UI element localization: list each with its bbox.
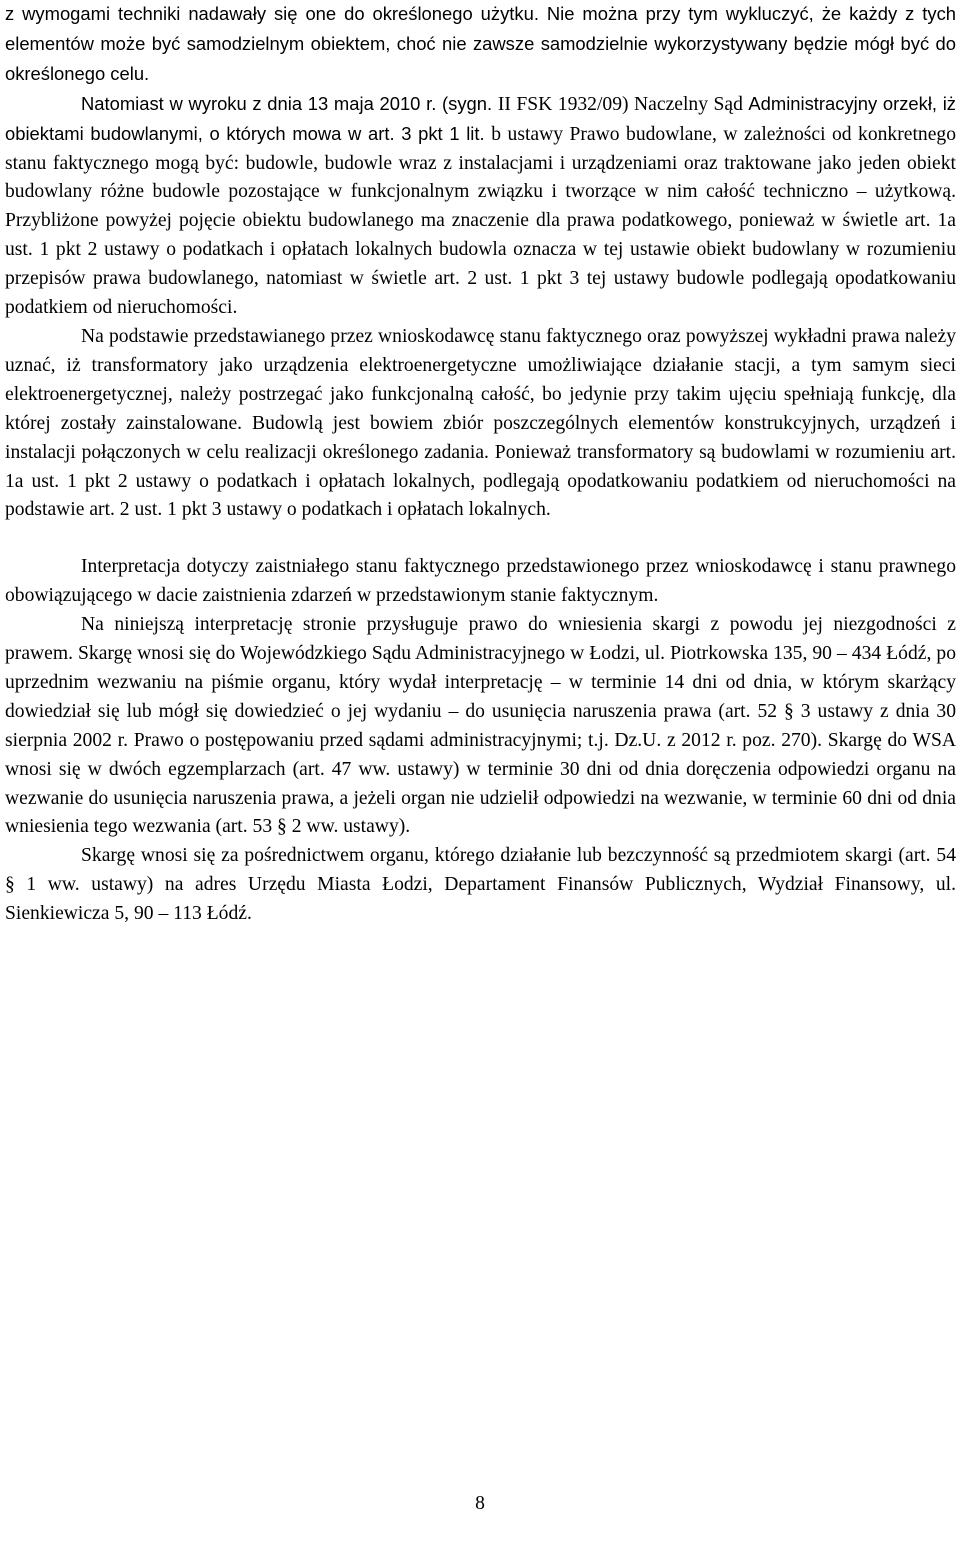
text-run: Skargę wnosi się za pośrednictwem organu, którego działanie lub bezczynność są przedmiotem skargi (art. 54 § 1 ww. ustawy) na adres Urzędu Miasta Łodzi, Departament Finansów Publicznych, Wydział Finansowy, ul. Sienkiewicza 5, 90 – 113 Łódź.	[5, 845, 956, 925]
page-number: 8	[475, 1493, 485, 1514]
text-run: b ustawy Prawo budowlane, w zależności od konkretnego stanu faktycznego mogą być: budowle, budowle wraz z instalacjami i urządzeniami oraz traktowane jako jeden obiekt budowlany różne budowle pozostające w funkcjonalnym związku i tworzące w nim całość techniczno – użytkową. Przybliżone powyżej pojęcie obiektu budowlanego ma znaczenie dla prawa podatkowego, ponieważ w świetle art. 1a ust. 1 pkt 2 ustawy o podatkach i opłatach lokalnych budowla oznacza w tej ustawie obiekt budowlany w rozumieniu przepisów prawa budowlanego, natomiast w świetle art. 2 ust. 1 pkt 3 tej ustawy budowle podlegają opodatkowaniu podatkiem od nieruchomości.	[5, 123, 956, 319]
paragraph-interpretation-scope	[5, 553, 956, 611]
text-run: Na niniejszą interpretację stronie przysługuje prawo do wniesienia skargi z powodu jej niezgodności z prawem. Skargę wnosi się do Wojewódzkiego Sądu Administracyjnego w Łodzi, ul. Piotrkowska 135, 90 – 434 Łódź, po uprzednim wezwaniu na piśmie organu, który wydał interpretację – w terminie 14 dni od dnia, w którym skarżący dowiedział się lub mógł się dowiedzieć o jej wydaniu – do usunięcia naruszenia prawa (art. 52 § 3 ustawy z dnia 30 sierpnia 2002 r. Prawo o postępowaniu przed sądami administracyjnymi; t.j. Dz.U. z 2012 r. poz. 270). Skargę do WSA wnosi się w dwóch egzemplarzach (art. 47 ww. ustawy) w terminie 30 dni od dnia doręczenia odpowiedzi organu na wezwanie do usunięcia naruszenia prawa, a jeżeli organ nie udzielił odpowiedzi na wezwanie, w terminie 60 dni od dnia wniesienia tego wezwania (art. 53 § 2 ww. ustawy).	[5, 614, 956, 838]
paragraph-spacer	[5, 525, 956, 553]
text-run: Natomiast w wyroku z dnia 13 maja 2010 r. (sygn.	[81, 92, 498, 114]
text-run: Na podstawie przedstawianego przez wnioskodawcę stanu faktycznego oraz powyższej wykładni prawa należy uznać, iż transformatory jako urządzenia elektroenergetyczne umożliwiające działanie stacji, a tym samym sieci elektroenergetycznej, należy postrzegać jako funkcjonalną całość, bo jedynie przy takim ujęciu spełniają funkcję, dla której zostały zainstalowane. Budowlą jest bowiem zbiór poszczególnych elementów konstrukcyjnych, urządzeń i instalacji połączonych w celu realizacji określonego zadania. Ponieważ transformatory są budowlami w rozumieniu art. 1a ust. 1 pkt 2 ustawy o podatkach i opłatach lokalnych, podlegają opodatkowaniu podatkiem od nieruchomości na podstawie art. 2 ust. 1 pkt 3 ustawy o podatkach i opłatach lokalnych.	[5, 325, 956, 521]
paragraph-conclusion	[5, 323, 956, 525]
paragraph-appeal-rights	[5, 611, 956, 842]
paragraph-continuation	[5, 0, 956, 90]
text-run: II FSK 1932/09) Naczelny Sąd	[497, 93, 749, 115]
paragraph-court-ruling	[5, 90, 956, 323]
text-run: Interpretacja dotyczy zaistniałego stanu faktycznego przedstawionego przez wnioskodawcę i stanu prawnego obowiązującego w dacie zaistnienia zdarzeń w przedstawionym stanie faktycznym.	[5, 556, 956, 607]
text-run: z wymogami techniki nadawały się one do określonego użytku. Nie można przy tym wykluczyć, że każdy z tych elementów może być samodzielnym obiektem, choć nie zawsze samodzielnie wykorzystywany będzie mógł być do określonego celu.	[5, 3, 956, 84]
text-run: Administracyjny orzekł, iż obiektami budowlanymi, o których mowa w art. 3 pkt 1 lit.	[5, 92, 956, 144]
document-page	[5, 0, 956, 929]
paragraph-appeal-address	[5, 842, 956, 929]
